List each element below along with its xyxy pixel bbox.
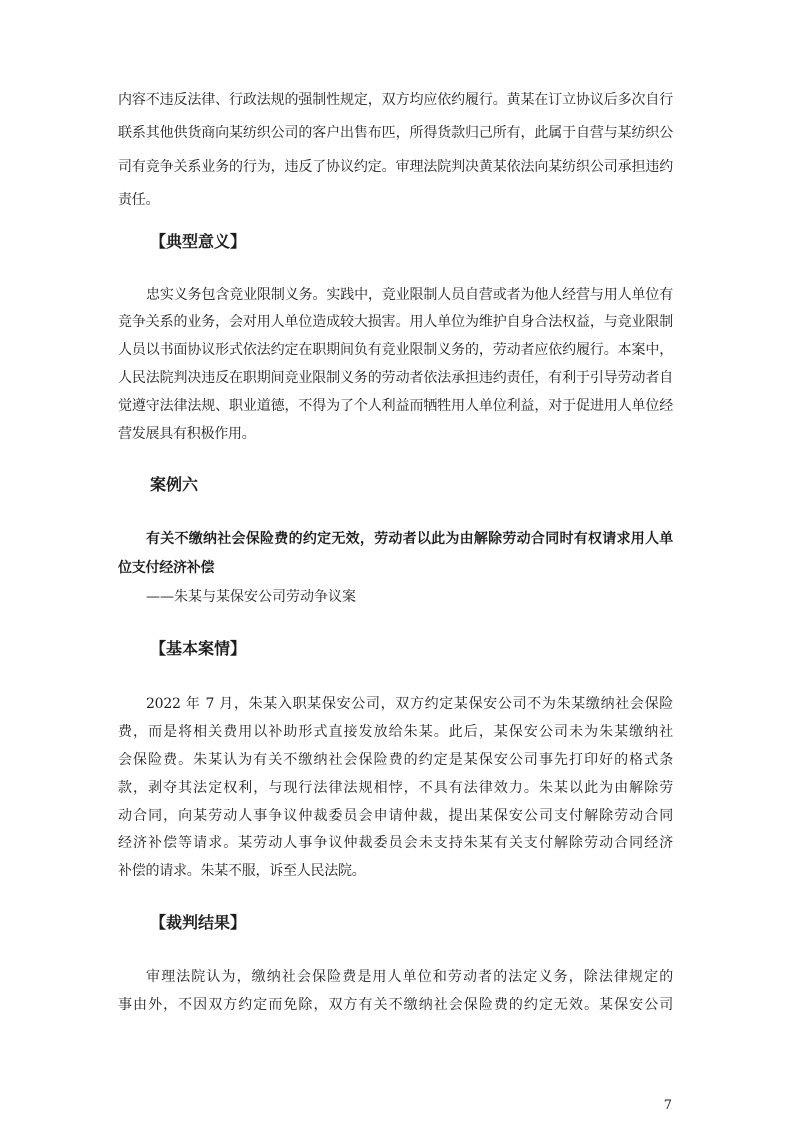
case6-basic-facts-paragraph: [118, 691, 673, 886]
text-line: 2022 年 7 月，朱某入职某保安公司，双方约定某保安公司不为朱某缴纳社会保险: [146, 696, 673, 713]
text-line: 款，剥夺其法定权利，与现行法律法规相悖，不具有法律效力。朱某以此为由解除劳: [118, 779, 673, 796]
text-line: 忠实义务包含竞业限制义务。实践中，竞业限制人员自营或者为他人经营与用人单位有: [146, 286, 673, 303]
case6-title: [118, 525, 673, 583]
text-line: 审理法院认为，缴纳社会保险费是用人单位和劳动者的法定义务，除法律规定的: [146, 968, 673, 985]
text-line: 觉遵守法律法规、职业道德，不得为了个人利益而牺牲用人单位利益，对于促进用人单位经: [118, 397, 673, 414]
text-line: 竞争关系的业务，会对用人单位造成较大损害。用人单位为维护自身合法权益，与竞业限制: [118, 314, 673, 331]
text-line: 经济补偿等请求。某劳动人事争议仲裁委员会未支持朱某有关支付解除劳动合同经济: [118, 835, 673, 852]
text-line: 费，而是将相关费用以补助形式直接发放给朱某。此后，某保安公司未为朱某缴纳社: [118, 724, 673, 741]
case6-basic-facts-heading: 【基本案情】: [150, 639, 247, 659]
case5-significance-heading: 【典型意义】: [150, 231, 247, 251]
case6-label: 案例六: [150, 475, 199, 495]
text-line: 位支付经济补偿: [118, 560, 215, 577]
text-line: 人民法院判决违反在职期间竞业限制义务的劳动者依法承担违约责任，有利于引导劳动者自: [118, 370, 673, 387]
text-line: 事由外，不因双方约定而免除，双方有关不缴纳社会保险费的约定无效。某保安公司: [118, 996, 673, 1013]
case5-facts-continued-paragraph: [118, 84, 673, 218]
text-line: 动合同，向某劳动人事争议仲裁委员会申请仲裁，提出某保安公司支付解除劳动合同: [118, 807, 673, 824]
text-line: 责任。: [118, 192, 160, 209]
text-line: 会保险费。朱某认为有关不缴纳社会保险费的约定是某保安公司事先打印好的格式条: [118, 752, 673, 768]
case6-judgment-heading: 【裁判结果】: [150, 912, 247, 932]
text-line: 营发展具有积极作用。: [118, 425, 256, 442]
case6-judgment-paragraph: [118, 964, 673, 1020]
text-line: 有关不缴纳社会保险费的约定无效，劳动者以此为由解除劳动合同时有权请求用人单: [146, 531, 673, 548]
text-line: 内容不违反法律、行政法规的强制性规定，双方均应依约履行。黄某在订立协议后多次自行: [118, 92, 673, 108]
text-line: 司有竞争关系业务的行为，违反了协议约定。审理法院判决黄某依法向某纺织公司承担违约: [118, 158, 673, 175]
text-line: 人员以书面协议形式依法约定在职期间负有竞业限制义务的，劳动者应依约履行。本案中，: [118, 342, 673, 359]
page-number: 7: [663, 1098, 672, 1113]
case6-subtitle: ——朱某与某保安公司劳动争议案: [146, 589, 356, 606]
text-line: 补偿的请求。朱某不服，诉至人民法院。: [118, 863, 366, 880]
case5-significance-paragraph: [118, 282, 673, 449]
text-line: 联系其他供货商向某纺织公司的客户出售布匹，所得货款归己所有，此属于自营与某纺织公: [118, 125, 673, 142]
